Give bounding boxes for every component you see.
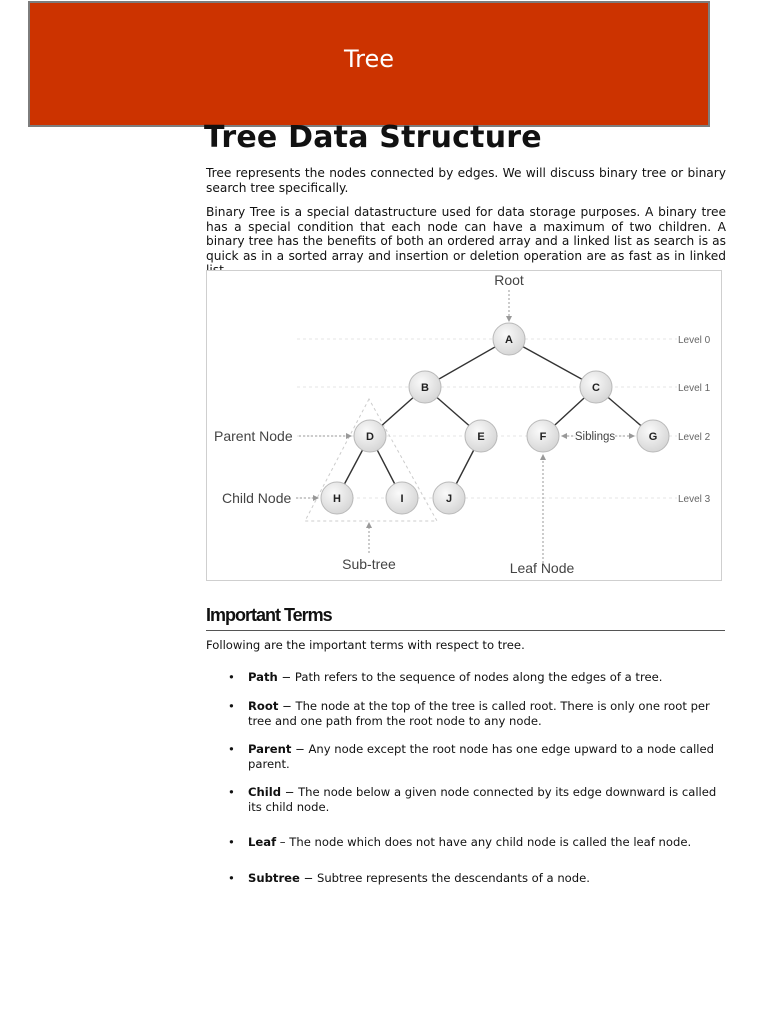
level-0-label: Level 0 xyxy=(678,335,711,346)
tree-nodes xyxy=(321,323,669,514)
banner-title: Tree xyxy=(343,45,394,73)
term-description: – The node which does not have any child node is called the leaf node. xyxy=(276,835,692,849)
bullet-icon: • xyxy=(228,699,235,713)
root-label: Root xyxy=(494,272,524,288)
binary-tree-paragraph: Binary Tree is a special datastructure used for data storage purposes. A binary tree has a special condition that each node can have a maximum of two children. A binary tree has the benefits of both an ordered array and a linked list as search is as quick as in a sorted array and insertion or deletion operation are as fast as in linked xyxy=(206,205,726,263)
svg-text:J: J xyxy=(445,493,453,505)
term-parent xyxy=(226,742,722,771)
term-subtree xyxy=(226,871,722,886)
svg-text:C: C xyxy=(592,382,600,394)
node-a xyxy=(493,323,525,355)
term-description: − Path refers to the sequence of nodes along the edges of a tree. xyxy=(277,670,663,684)
sub-tree-label: Sub-tree xyxy=(342,556,396,572)
svg-text:D: D xyxy=(366,431,374,443)
node-f xyxy=(527,420,559,452)
annotation-arrows xyxy=(296,290,634,563)
node-i xyxy=(386,482,418,514)
svg-text:G: G xyxy=(648,431,658,443)
leaf-node-label: Leaf Node xyxy=(509,560,575,576)
parent-node-label: Parent Node xyxy=(214,428,293,444)
level-2-label: Level 2 xyxy=(678,432,711,443)
term-name: Root xyxy=(248,699,279,713)
term-leaf xyxy=(226,835,722,850)
bullet-icon: • xyxy=(228,670,235,684)
level-guides xyxy=(297,339,677,498)
svg-text:A: A xyxy=(505,334,513,346)
bullet-icon: • xyxy=(228,871,235,885)
node-e xyxy=(465,420,497,452)
bullet-icon: • xyxy=(228,835,235,849)
level-3-label: Level 3 xyxy=(678,494,711,505)
term-name: Path xyxy=(248,670,278,684)
node-j xyxy=(433,482,465,514)
bullet-icon: • xyxy=(228,785,235,799)
svg-text:H: H xyxy=(333,493,341,505)
svg-text:F: F xyxy=(539,431,547,443)
svg-text:B: B xyxy=(421,382,429,394)
term-name: Parent xyxy=(248,742,292,756)
term-path xyxy=(226,670,722,685)
level-1-label: Level 1 xyxy=(678,383,711,394)
tree-edges xyxy=(337,339,653,498)
svg-text:E: E xyxy=(477,431,485,443)
term-description: − Subtree represents the descendants of a node. xyxy=(299,871,590,885)
child-node-label: Child Node xyxy=(222,490,292,506)
term-description: − The node at the top of the tree is called root. There is only one root per tree and one path from the root node to any node. xyxy=(248,699,710,728)
term-description: − Any node except the root node has one edge upward to a node called parent. xyxy=(248,742,715,771)
level-labels xyxy=(678,335,711,505)
term-root xyxy=(226,699,722,728)
term-description: − The node below a given node connected by its edge downward is called its child node. xyxy=(248,785,717,814)
term-name: Child xyxy=(248,785,282,799)
term-child xyxy=(226,785,722,814)
svg-text:I: I xyxy=(400,493,404,505)
intro-paragraph: Tree represents the nodes connected by edges. We will discuss binary tree or binary search tree specifically. xyxy=(206,166,726,195)
node-d xyxy=(354,420,386,452)
node-c xyxy=(580,371,612,403)
bullet-icon: • xyxy=(228,742,235,756)
node-h xyxy=(321,482,353,514)
section-divider xyxy=(206,630,725,631)
section-title: Important Terms xyxy=(206,605,332,625)
siblings-label: Siblings xyxy=(574,431,616,443)
section-intro: Following are the important terms with respect to tree. xyxy=(206,638,525,652)
tree-diagram xyxy=(206,270,722,581)
term-name: Leaf xyxy=(248,835,277,849)
page-title: Tree Data Structure xyxy=(204,120,542,155)
node-b xyxy=(409,371,441,403)
term-name: Subtree xyxy=(248,871,300,885)
tree-diagram-svg xyxy=(207,271,723,582)
title-banner xyxy=(28,1,710,127)
node-g xyxy=(637,420,669,452)
